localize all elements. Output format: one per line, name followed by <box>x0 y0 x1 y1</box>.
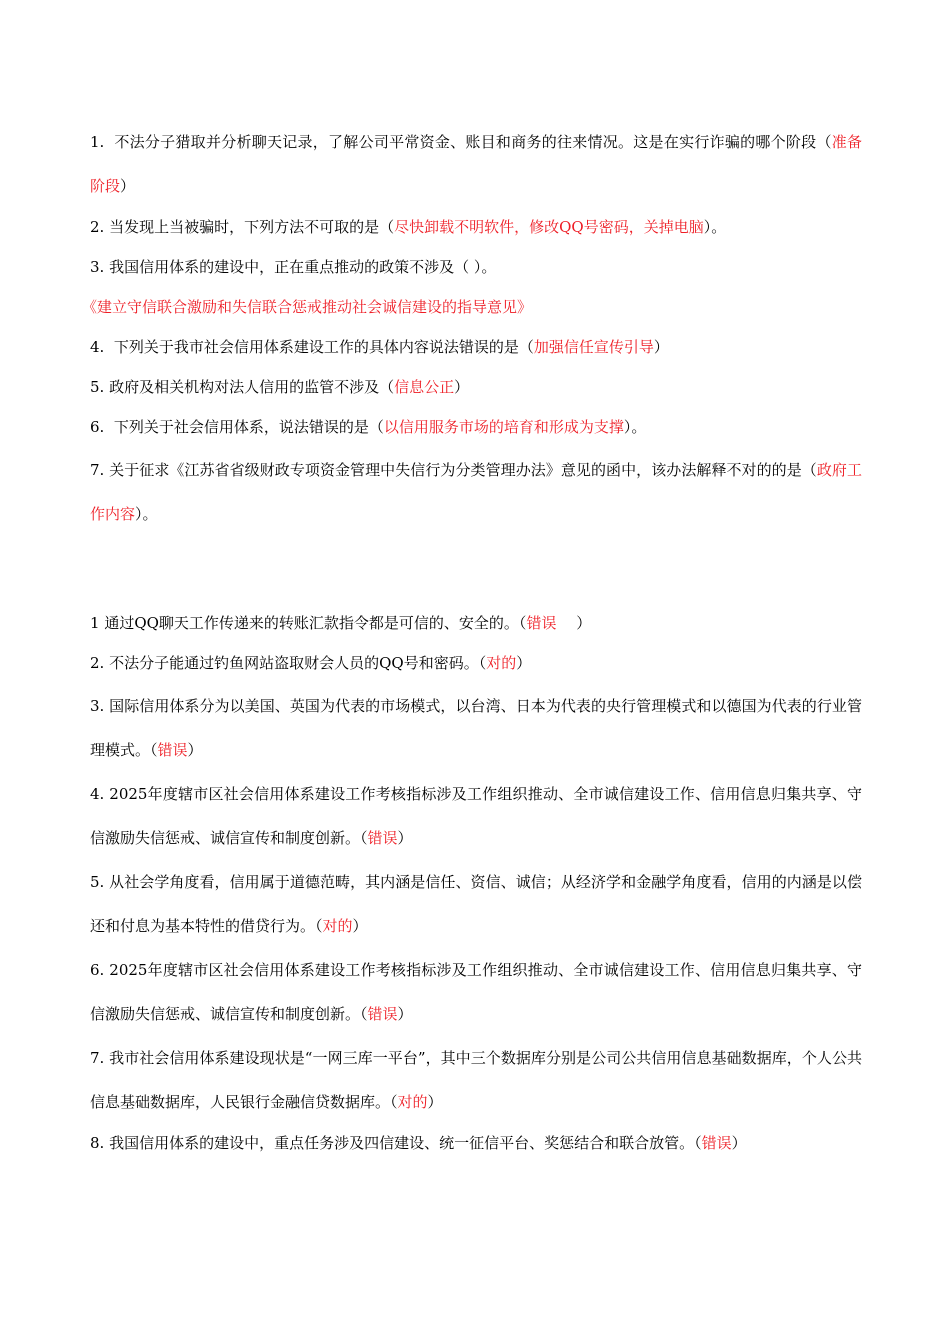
question-7 <box>90 448 862 536</box>
answer-text: 《建立守信联合激励和失信联合惩戒推动社会诚信建设的指导意见》 <box>82 298 533 316</box>
question-text: 我市社会信用体系建设现状是“一网三库一平台”，其中三个数据库分别是公司公共信用信息基础数据库，个人公共信息基础数据库，人民银行金融信贷数据库。（ <box>90 1049 862 1111</box>
tf-question-8 <box>90 1124 862 1162</box>
answer-text: 错误 <box>701 1134 732 1152</box>
question-text: 不法分子猎取并分析聊天记录，了解公司平常资金、账目和商务的往来情况。这是在实行诈骗的哪个阶段（ <box>114 133 832 151</box>
answer-text: 错误 <box>367 1005 398 1023</box>
question-text-end: ） <box>397 829 413 847</box>
question-number: 5. <box>90 873 105 891</box>
question-text-end: ）。 <box>623 418 647 436</box>
question-text-end: ）。 <box>135 505 158 523</box>
question-text: 政府及相关机构对法人信用的监管不涉及（ <box>109 378 395 396</box>
question-text: 从社会学角度看，信用属于道德范畴，其内涵是信任、资信、诚信；从经济学和金融学角度看，信用的内涵是以偿还和付息为基本特性的借贷行为。（ <box>90 873 862 935</box>
question-text: 2025年度辖市区社会信用体系建设工作考核指标涉及工作组织推动、全市诚信建设工作、信用信息归集共享、守信激励失信惩戒、诚信宣传和制度创新。（ <box>90 785 862 847</box>
question-1 <box>90 120 862 208</box>
question-number: 3. <box>90 258 105 276</box>
answer-text: 对的 <box>486 654 517 672</box>
question-number: 5. <box>90 378 105 396</box>
tf-question-4 <box>90 772 862 860</box>
question-text: 国际信用体系分为以美国、英国为代表的市场模式，以台湾、日本为代表的央行管理模式和以德国为代表的行业管理模式。（ <box>90 697 862 759</box>
question-number: 4. <box>90 338 105 356</box>
question-number: 4. <box>90 785 105 803</box>
question-number: 2. <box>90 654 105 672</box>
question-text-end: ） <box>516 654 532 672</box>
question-text: 不法分子能通过钓鱼网站盗取财会人员的QQ号和密码。（ <box>109 654 487 672</box>
question-text-end: ）。 <box>703 218 727 236</box>
answer-text: 尽快卸载不明软件，修改QQ号密码，关掉电脑 <box>394 218 704 236</box>
answer-text: 对的 <box>397 1093 428 1111</box>
question-text-end: ） <box>454 378 470 396</box>
answer-text: 错误 <box>367 829 398 847</box>
tf-question-2 <box>90 644 862 682</box>
question-text: 关于征求《江苏省省级财政专项资金管理中失信行为分类管理办法》意见的函中，该办法解释不对的的是（ <box>109 461 817 479</box>
question-number: 8. <box>90 1134 105 1152</box>
question-text: 下列关于我市社会信用体系建设工作的具体内容说法错误的是（ <box>113 338 534 356</box>
question-text-end: ） <box>556 614 592 632</box>
answer-text: 准备阶段 <box>90 133 862 195</box>
question-text: 通过QQ聊天工作传递来的转账汇款指令都是可信的、安全的。（ <box>104 614 527 632</box>
question-text: 我国信用体系的建设中，重点任务涉及四信建设、统一征信平台、奖惩结合和联合放管。（ <box>109 1134 702 1152</box>
answer-text: 以信用服务市场的培育和形成为支撑 <box>383 418 624 436</box>
tf-question-3 <box>90 684 862 772</box>
question-text-end: ） <box>427 1093 443 1111</box>
question-5 <box>90 368 862 406</box>
true-false-section <box>90 604 862 1164</box>
question-text-end: ） <box>187 741 203 759</box>
question-number: 1 <box>90 614 100 632</box>
question-number: 7. <box>90 1049 105 1067</box>
tf-question-5 <box>90 860 862 948</box>
answer-text: 加强信任宣传引导 <box>533 338 654 356</box>
question-text: 下列关于社会信用体系，说法错误的是（ <box>113 418 384 436</box>
question-6 <box>90 408 862 446</box>
answer-text: 对的 <box>322 917 353 935</box>
answer-text: 错误 <box>526 614 557 632</box>
question-number: 6. <box>90 418 105 436</box>
question-text-end: ） <box>120 177 136 195</box>
question-number: 2. <box>90 218 105 236</box>
question-2 <box>90 208 862 246</box>
question-number: 1. <box>90 133 105 151</box>
answer-text: 政府工作内容 <box>90 461 862 523</box>
tf-question-7 <box>90 1036 862 1124</box>
question-text: 我国信用体系的建设中，正在重点推动的政策不涉及（ ）。 <box>109 258 497 276</box>
question-number: 3. <box>90 697 105 715</box>
answer-text: 信息公正 <box>394 378 455 396</box>
question-text: 2025年度辖市区社会信用体系建设工作考核指标涉及工作组织推动、全市诚信建设工作、信用信息归集共享、守信激励失信惩戒、诚信宣传和制度创新。（ <box>90 961 862 1023</box>
question-3 <box>90 248 862 286</box>
question-number: 7. <box>90 461 105 479</box>
question-text-end: ） <box>397 1005 413 1023</box>
question-3-answer <box>82 288 862 326</box>
question-text: 当发现上当被骗时，下列方法不可取的是（ <box>109 218 395 236</box>
tf-question-1 <box>90 604 862 642</box>
question-number: 6. <box>90 961 105 979</box>
answer-text: 错误 <box>157 741 188 759</box>
question-4 <box>90 328 862 366</box>
choice-questions-section <box>82 120 862 536</box>
tf-question-6 <box>90 948 862 1036</box>
question-text-end: ） <box>352 917 368 935</box>
question-text-end: ） <box>731 1134 747 1152</box>
question-text-end: ） <box>653 338 669 356</box>
